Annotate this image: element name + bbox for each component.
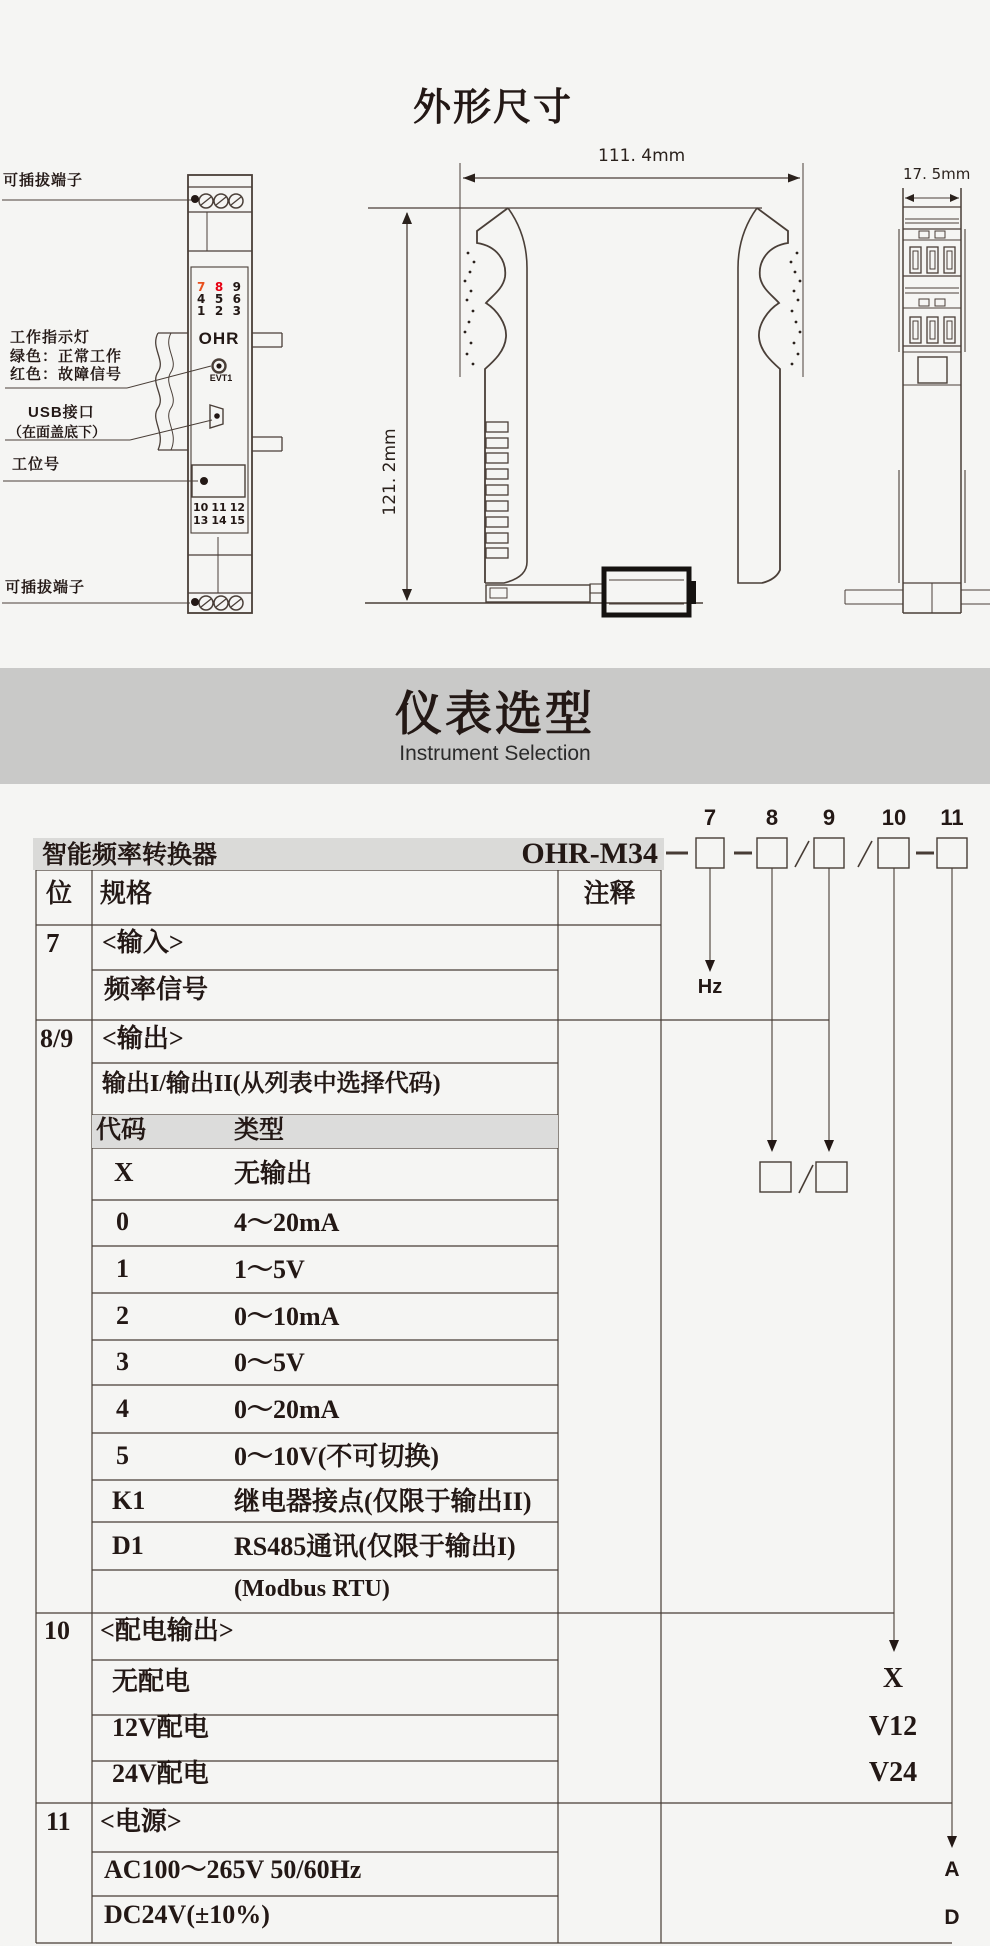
- code-col-header: 代码: [96, 1117, 147, 1144]
- vent-slots: [486, 422, 508, 558]
- position-digit-8: 8: [765, 805, 779, 830]
- station-tag-box: [192, 465, 245, 497]
- row-power-ac: AC100～265V 50/60Hz: [104, 1855, 362, 1884]
- hz-label: Hz: [697, 976, 723, 998]
- type-2: 0～10mA: [234, 1302, 340, 1331]
- banner-subtitle: Instrument Selection: [399, 742, 591, 765]
- output1-code-box: [760, 1162, 791, 1192]
- code-X: X: [114, 1157, 134, 1187]
- code-2: 2: [116, 1301, 129, 1330]
- leader-lines: [2, 195, 212, 606]
- banner-title: 仪表选型: [395, 687, 595, 740]
- dist-code-x: X: [882, 1663, 904, 1694]
- device-side-drawing: [365, 163, 803, 615]
- terminal-digits-row2: 4 5 6: [197, 292, 241, 306]
- position-digit-7: 7: [703, 805, 717, 830]
- din-rail-right: [252, 333, 282, 451]
- row-power-header: <电源>: [100, 1807, 182, 1836]
- code-1: 1: [116, 1254, 129, 1283]
- type-5: 0～10V(不可切换): [234, 1442, 440, 1471]
- position-digit-9: 9: [822, 805, 836, 830]
- terminal-digits-row4: 10 11 12: [193, 501, 245, 514]
- dist-code-v24: V24: [868, 1757, 918, 1788]
- power-code-a: A: [944, 1858, 960, 1881]
- pos-89: 8/9: [40, 1024, 74, 1053]
- col-header-note: 注释: [583, 879, 636, 908]
- label-indicator-green: 绿色：正常工作: [10, 348, 123, 365]
- texture-dots: [464, 252, 802, 366]
- label-indicator-red: 红色：故障信号: [10, 366, 123, 383]
- type-1: 1～5V: [234, 1255, 305, 1284]
- row-dist-12v: 12V配电: [112, 1713, 209, 1742]
- code-box-7: [696, 838, 724, 868]
- position-digit-10: 10: [881, 805, 907, 830]
- code-5: 5: [116, 1441, 129, 1470]
- type-modbus: (Modbus RTU): [234, 1576, 390, 1602]
- type-col-header: 类型: [234, 1117, 285, 1144]
- row-frequency-signal: 频率信号: [104, 975, 209, 1004]
- code-type-band: [92, 1115, 558, 1148]
- label-station: 工位号: [12, 456, 61, 473]
- output2-code-box: [816, 1162, 847, 1192]
- row-dist-none: 无配电: [112, 1667, 191, 1696]
- label-terminal-top: 可插拔端子: [3, 172, 84, 189]
- bus-connector: [604, 569, 689, 615]
- row-dist-24v: 24V配电: [112, 1759, 209, 1788]
- row-dist-header: <配电输出>: [100, 1616, 234, 1645]
- row-power-dc: DC24V(±10%): [104, 1900, 270, 1929]
- terminal-digits-row1: 7 8 9: [197, 280, 241, 294]
- brand-logo: OHR: [198, 329, 240, 348]
- code-D1: D1: [112, 1531, 144, 1560]
- position-digit-11: 11: [940, 805, 964, 830]
- page-title: 外形尺寸: [413, 87, 574, 129]
- type-3: 0～5V: [234, 1348, 305, 1377]
- code-box-9: [814, 838, 844, 868]
- power-code-d: D: [944, 1906, 960, 1929]
- label-usb: USB接口: [28, 404, 95, 421]
- pos-11: 11: [46, 1807, 71, 1836]
- type-X: 无输出: [234, 1159, 313, 1188]
- dim-depth: 17. 5mm: [903, 165, 971, 183]
- col-header-pos: 位: [46, 879, 73, 908]
- dim-height: 121. 2mm: [380, 428, 400, 516]
- type-K1: 继电器接点(仅限于输出II): [234, 1487, 532, 1516]
- terminal-digits-row5: 13 14 15: [193, 514, 245, 527]
- row-output-header: <输出>: [102, 1024, 184, 1053]
- label-usb-note: （在面盖底下）: [8, 424, 106, 440]
- model-number: OHR-M34: [521, 837, 658, 870]
- code-K1: K1: [112, 1486, 146, 1515]
- row-input-header: <输入>: [102, 928, 184, 957]
- type-D1: RS485通讯(仅限于输出I): [234, 1532, 516, 1561]
- rail-edge-lines: [845, 590, 990, 604]
- pos-7: 7: [46, 928, 60, 958]
- terminal-digits-row3: 1 2 3: [197, 304, 241, 318]
- product-name: 智能频率转换器: [42, 841, 218, 869]
- code-box-11: [937, 838, 967, 868]
- device-front-drawing: [2, 172, 282, 613]
- dim-width: 111. 4mm: [598, 146, 686, 166]
- dist-code-v12: V12: [868, 1711, 918, 1742]
- row-output-desc: 输出I/输出II(从列表中选择代码): [102, 1071, 441, 1097]
- label-terminal-bottom: 可插拔端子: [5, 579, 86, 596]
- device-end-drawing: [845, 188, 990, 613]
- code-box-8: [757, 838, 787, 868]
- led-label: EVT1: [209, 373, 233, 383]
- col-header-spec: 规格: [100, 879, 153, 908]
- type-0: 4～20mA: [234, 1208, 340, 1237]
- label-indicator-title: 工作指示灯: [10, 329, 91, 346]
- pos-10: 10: [44, 1616, 70, 1645]
- type-4: 0～20mA: [234, 1395, 340, 1424]
- code-3: 3: [116, 1347, 129, 1376]
- code-box-10: [878, 838, 909, 868]
- code-0: 0: [116, 1207, 129, 1236]
- code-4: 4: [116, 1394, 129, 1423]
